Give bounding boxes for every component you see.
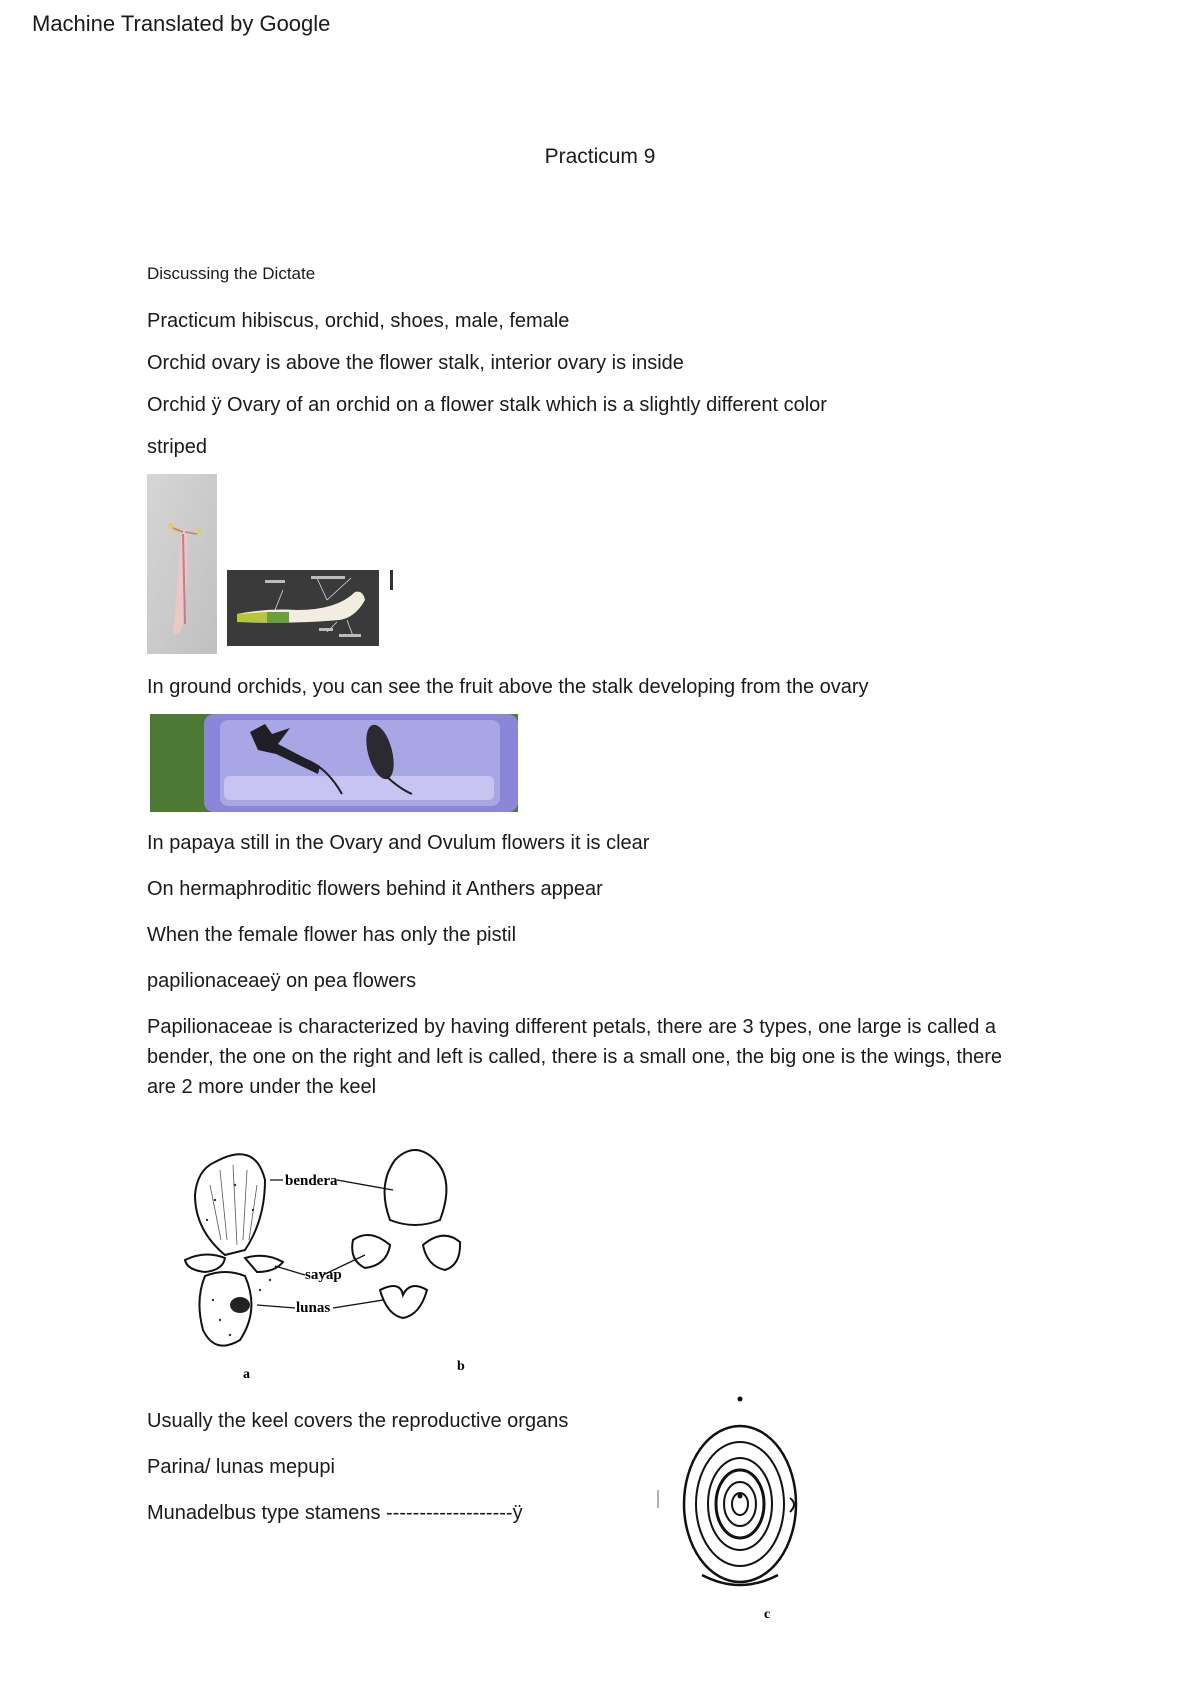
text-line-7: On hermaphroditic flowers behind it Anthers appear xyxy=(147,878,603,900)
text-line-5: In ground orchids, you can see the fruit above the stalk developing from the ovary xyxy=(147,676,869,698)
text-line-6: In papaya still in the Ovary and Ovulum flowers it is clear xyxy=(147,832,650,854)
label-sayap: sayap xyxy=(305,1267,342,1283)
text-line-3: Orchid ÿ Ovary of an orchid on a flower stalk which is a slightly different color xyxy=(147,394,827,416)
papilionaceae-paragraph: Papilionaceae is characterized by having different petals, there are 3 types, one large is called a bender, the one on the right and left is called, there is a small one, the big one is the wings, there are 2 more under the keel xyxy=(147,1016,1002,1098)
translation-header: Machine Translated by Google xyxy=(32,11,331,36)
ground-orchid-fruit-photo xyxy=(150,714,518,812)
text-line-2: Orchid ovary is above the flower stalk, interior ovary is inside xyxy=(147,352,684,374)
label-c: c xyxy=(764,1607,771,1622)
text-line-11: Usually the keel covers the reproductive organs xyxy=(147,1410,569,1432)
orchid-ovary-photo xyxy=(227,570,379,646)
text-line-4: striped xyxy=(147,436,208,458)
scan-mark xyxy=(390,570,393,590)
text-line-12: Parina/ lunas mepupi xyxy=(147,1456,335,1478)
pea-flower-diagram xyxy=(165,1140,525,1385)
text-line-9: papilionaceaeÿ on pea flowers xyxy=(147,970,417,992)
text-line-8: When the female flower has only the pistil xyxy=(147,924,517,946)
page-title: Practicum 9 xyxy=(544,145,656,168)
label-a: a xyxy=(243,1367,250,1382)
label-lunas: lunas xyxy=(296,1300,331,1316)
floral-diagram xyxy=(640,1390,820,1625)
label-b: b xyxy=(457,1359,465,1374)
label-bendera: bendera xyxy=(285,1173,338,1189)
section-subheading: Discussing the Dictate xyxy=(147,264,316,283)
text-line-13: Munadelbus type stamens -------------------ÿ xyxy=(147,1502,523,1524)
text-line-1: Practicum hibiscus, orchid, shoes, male, female xyxy=(147,310,570,332)
hibiscus-pistil-photo xyxy=(147,474,217,654)
